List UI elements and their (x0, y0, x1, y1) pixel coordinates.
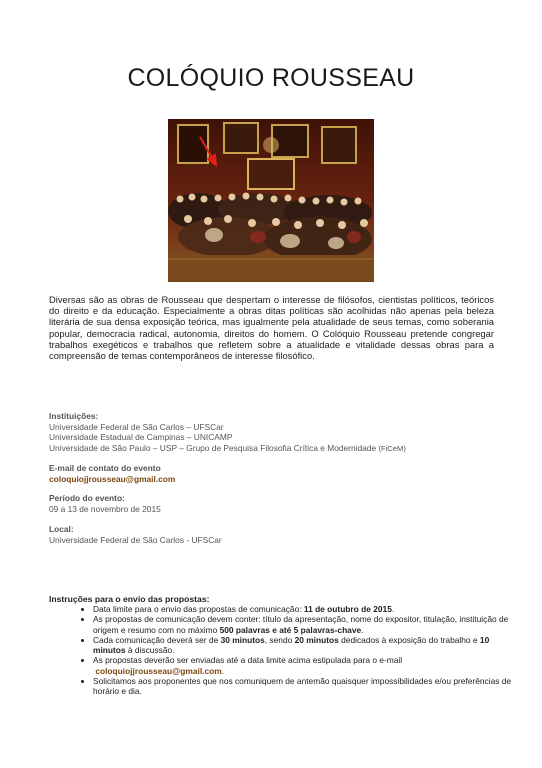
instruction-text: dedicados à exposição do trabalho e (338, 634, 480, 645)
instruction-text: à discussão. (125, 645, 175, 656)
institutions-label: Instituições: (49, 411, 99, 421)
location-label: Local: (49, 524, 74, 534)
period-label: Período do evento: (49, 493, 125, 503)
instruction-text: As propostas deverão ser enviadas até a data limite acima estipulada para o e-mail (93, 655, 403, 666)
institution-item (49, 443, 406, 455)
instruction-item-contents (93, 614, 523, 635)
institution-item: Universidade Estadual de Campinas – UNICAMP (49, 432, 233, 443)
discussion-minutes: 10 minutos (93, 634, 490, 656)
instruction-text: As propostas de comunicação devem conter: título da apresentação, nome do expositor, titulação, instituição de origem e resumo com no máximo (93, 614, 509, 635)
total-minutes: 30 minutos (220, 634, 265, 645)
intro-paragraph: Diversas são as obras de Rousseau que despertam o interesse de filósofos, cientistas políticos, teóricos do direito e da educação. Especialmente a obras ditas políticas são acolhidas não apenas pela beleza literária de sua densa exposição teórica, mas igualmente pela atualidade de seus temas, como soberania popular, democracia radical, autonomia, direitos do homem. O Colóquio Rousseau pretende congregar trabalhos exegéticos e trabalhos que refletem sobre a atualidade e vitalidade dessas obras para a compreensão de temas contemporâneos de interesse filosófico. (49, 294, 494, 362)
period-value: 09 a 13 de novembro de 2015 (49, 503, 161, 514)
institution-acronym: (FiCeM) (378, 443, 406, 453)
instruction-text: , sendo (264, 634, 295, 645)
instruction-item-preferences: • Solicitamos aos proponentes que nos comuniquem de antemão quaisquer impossibilidades e/ou preferências de horário e dia. (93, 676, 523, 697)
page-title: COLÓQUIO ROUSSEAU (127, 64, 415, 92)
instruction-text: . (361, 624, 364, 635)
contact-section (49, 463, 175, 484)
contact-email-link[interactable]: coloquiojjrousseau@gmail.com (49, 473, 176, 484)
institutions-section (49, 411, 406, 454)
salon-painting-image (168, 119, 374, 282)
instruction-text: Cada comunicação deverá ser de (93, 634, 221, 645)
instruction-text: . (391, 604, 395, 614)
institution-item: Universidade Federal de São Carlos – UFSCar (49, 421, 224, 432)
location-value: Universidade Federal de São Carlos - UFSCar (49, 534, 222, 545)
instruction-item-deadline (93, 604, 523, 614)
deadline-date: 11 de outubro de 2015 (303, 604, 392, 614)
submission-email-link[interactable]: coloquiojjrousseau@gmail.com (95, 665, 222, 676)
instruction-item-submission (93, 655, 523, 676)
word-limit: 500 palavras e até 5 palavras-chave (219, 624, 362, 635)
instruction-text: . (221, 665, 225, 676)
instructions-title: Instruções para o envio das propostas: (49, 594, 210, 604)
location-section (49, 524, 222, 545)
instructions-list (49, 604, 523, 697)
contact-label: E-mail de contato do evento (49, 463, 161, 473)
exposition-minutes: 20 minutos (294, 634, 339, 645)
institution-item-text: Universidade de São Paulo – USP – Grupo de Pesquisa Filosofia Crítica e Modernidade (49, 442, 377, 453)
instruction-text: Data limite para o envio das propostas de comunicação: (93, 604, 304, 614)
instruction-item-duration (93, 635, 523, 656)
period-section (49, 493, 161, 514)
